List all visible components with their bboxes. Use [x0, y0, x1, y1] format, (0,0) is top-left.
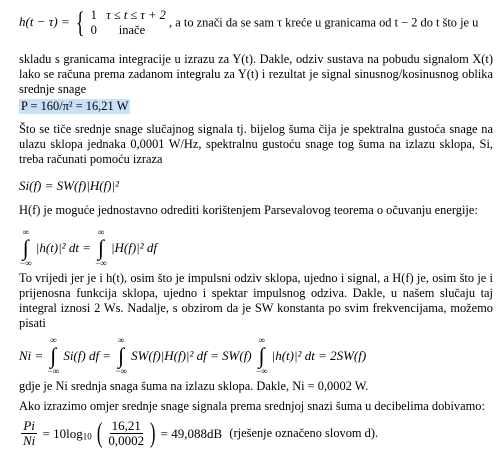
integral-symbol: ∞ ∫ −∞: [115, 335, 127, 376]
noise-term-2: SW(f)|H(f)|² df = SW(f): [131, 348, 252, 363]
solution-note: (rješenje označeno slovom d).: [229, 426, 379, 440]
power-result-highlight: P = 160/π² = 16,21 W: [21, 99, 129, 113]
noise-term-3: |h(t)|² dt = 2SW(f): [271, 348, 367, 363]
parseval-right: |H(f)|² df: [110, 240, 158, 255]
snr-log-label: = 10log: [42, 425, 83, 441]
highlight-line: [19, 99, 493, 114]
piecewise-equation: [19, 8, 478, 38]
case2-condition: inače: [118, 23, 146, 37]
snr-equation: $\frac{Pi}{Ni}$ = $10\log_{10}$ ( $\frac{16,21}{0,0002}$ ) = 49,088dB (rješenje označeno slovom d).: [23, 417, 379, 449]
paragraph-1: skladu s granicama integracije u izrazu za Y(t). Dakle, odziv sustava na pobudu signalom X(t) lako se računa prema zadanom integralu za Y(t) i rezultat je signal sinusnog/kosinusnog oblika srednje snage: [19, 52, 493, 96]
snr-fraction: $\frac{Pi}{Ni}$: [23, 418, 36, 448]
spectral-density-equation: Si(f) = SW(f)|H(f)|²: [19, 178, 119, 193]
parseval-left: |h(t)|² dt =: [35, 240, 91, 255]
log-base: 10: [82, 431, 92, 442]
paragraph-4: To vrijedi jer je i h(t), osim što je impulsni odziv sklopa, ujedno i signal, a H(f) je, osim što je i prijenosna funkcija sklopa, ujedno i spektar impulsnog odziva. Dakle, u našem slučaju taj integral iznosi 2 Ws. Nadalje, s obzirom da je SW konstanta po svim frekvencijama, možemo pisati: [19, 271, 493, 330]
noise-lhs: Ni =: [19, 348, 44, 363]
noise-term-1: Si(f) df =: [63, 348, 112, 363]
snr-result: = 49,088dB: [160, 425, 223, 441]
piecewise-lhs: h(t − τ) =: [19, 13, 70, 29]
case1-value: 1: [90, 8, 97, 22]
integral-symbol: ∞ ∫ −∞: [255, 335, 268, 376]
paragraph-6: Ako izrazimo omjer srednje snage signala prema srednjoj snazi šuma u decibelima dobivamo:: [19, 399, 485, 413]
paragraph-2: Što se tiče srednje snage slučajnog signala tj. bijelog šuma čija je spektralna gustoća snage na ulazu sklopa jednaka 0,0001 W/Hz, spektralnu gustoću snage tog šuma na izlazu sklopa, Si, treba računati pomoću izraza: [19, 122, 493, 166]
case2-value: 0: [90, 23, 97, 37]
paragraph-3: H(f) je moguće jednostavno odrediti korištenjem Parsevalovog teorema o očuvanju energije:: [19, 203, 478, 217]
noise-power-equation: [19, 336, 366, 376]
case1-condition: τ ≤ t ≤ τ + 2: [106, 8, 166, 22]
inner-fraction: $\frac{16,21}{0,0002}$: [108, 418, 145, 448]
integral-symbol: ∞ ∫ −∞: [95, 227, 107, 268]
brace-symbol: {: [75, 6, 85, 39]
integral-symbol: ∞ ∫ −∞: [47, 335, 60, 376]
integral-symbol: ∞ ∫ −∞: [20, 227, 32, 268]
piecewise-cases: [91, 8, 166, 38]
piecewise-trailing-text: , a to znači da se sam τ kreće u granicama od t − 2 do t što je u: [169, 15, 479, 30]
paragraph-5: gdje je Ni srednja snaga šuma na izlazu sklopa. Dakle, Ni = 0,0002 W.: [19, 379, 369, 393]
parseval-equation: [19, 228, 157, 268]
